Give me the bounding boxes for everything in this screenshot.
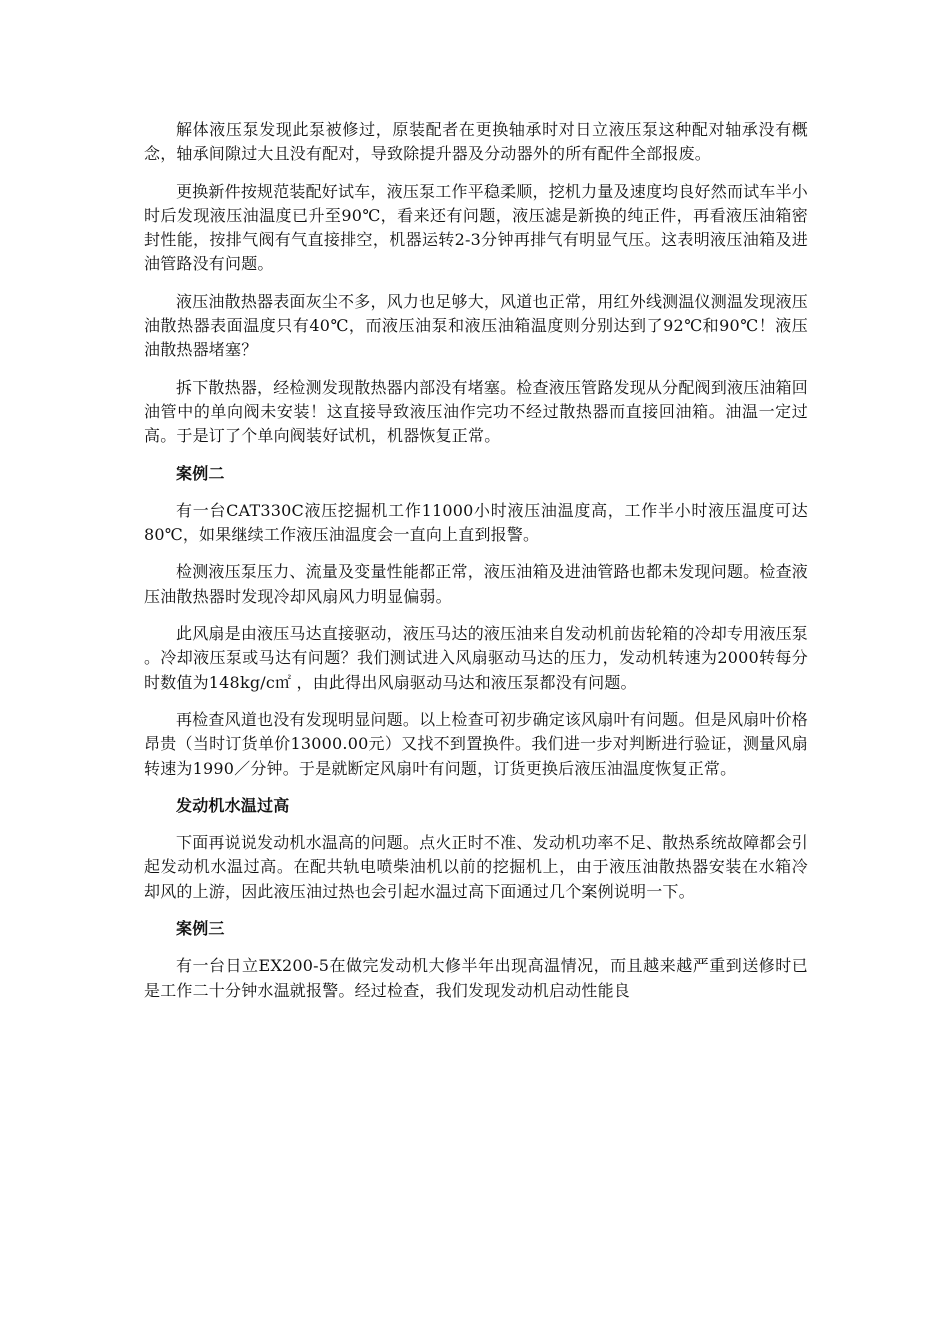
section-heading: 案例二 [176, 463, 225, 483]
paragraph: 更换新件按规范装配好试车，液压泵工作平稳柔顺，挖机力量及速度均良好然而试车半小时后发现液压油温度已升至90℃，看来还有问题，液压滤是新换的纯正件，再看液压油箱密封性能，按排气阀有气直接排空，机器运转2-3分钟再排气有明显气压。这表明液压油箱及进油管路没有问题。 [144, 181, 808, 274]
paragraph: 液压油散热器表面灰尘不多，风力也足够大，风道也正常，用红外线测温仪测温发现液压油散热器表面温度只有40℃，而液压油泵和液压油箱温度则分别达到了92℃和90℃！液压油散热器堵塞？ [144, 291, 808, 360]
document-page [144, 118, 808, 1016]
paragraph: 解体液压泵发现此泵被修过，原装配者在更换轴承时对日立液压泵这种配对轴承没有概念，轴承间隙过大且没有配对，导致除提升器及分动器外的所有配件全部报废。 [144, 120, 808, 164]
paragraph: 此风扇是由液压马达直接驱动，液压马达的液压油来自发动机前齿轮箱的冷却专用液压泵 。冷却液压泵或马达有问题？我们测试进入风扇驱动马达的压力，发动机转速为2000转每分时数值为148kg/c㎡ ，由此得出风扇驱动马达和液压泵都没有问题。 [144, 624, 808, 692]
section-heading: 案例三 [176, 919, 225, 939]
paragraph: 下面再说说发动机水温高的问题。点火正时不准、发动机功率不足、散热系统故障都会引起发动机水温过高。在配共轨电喷柴油机以前的挖掘机上，由于液压油散热器安装在水箱冷却风的上游，因此液压油过热也会引起水温过高下面通过几个案例说明一下。 [144, 833, 808, 901]
paragraph: 检测液压泵压力、流量及变量性能都正常，液压油箱及进油管路也都未发现问题。检查液压油散热器时发现冷却风扇风力明显偏弱。 [144, 562, 808, 606]
section-heading: 发动机水温过高 [176, 795, 290, 815]
paragraph: 有一台日立EX200-5在做完发动机大修半年出现高温情况，而且越来越严重到送修时已是工作二十分钟水温就报警。经过检查，我们发现发动机启动性能良 [144, 956, 808, 1000]
paragraph: 有一台CAT330C液压挖掘机工作11000小时液压油温度高，工作半小时液压温度可达80℃，如果继续工作液压油温度会一直向上直到报警。 [144, 500, 808, 545]
paragraph: 拆下散热器，经检测发现散热器内部没有堵塞。检查液压管路发现从分配阀到液压油箱回油管中的单向阀未安装！这直接导致液压油作完功不经过散热器而直接回油箱。油温一定过高。于是订了个单向阀装好试机，机器恢复正常。 [144, 377, 808, 446]
paragraph: 再检查风道也没有发现明显问题。以上检查可初步确定该风扇叶有问题。但是风扇叶价格昂贵（当时订货单价13000.00元）又找不到置换件。我们进一步对判断进行验证，测量风扇转速为1990／分钟。于是就断定风扇叶有问题，订货更换后液压油温度恢复正常。 [144, 709, 808, 778]
